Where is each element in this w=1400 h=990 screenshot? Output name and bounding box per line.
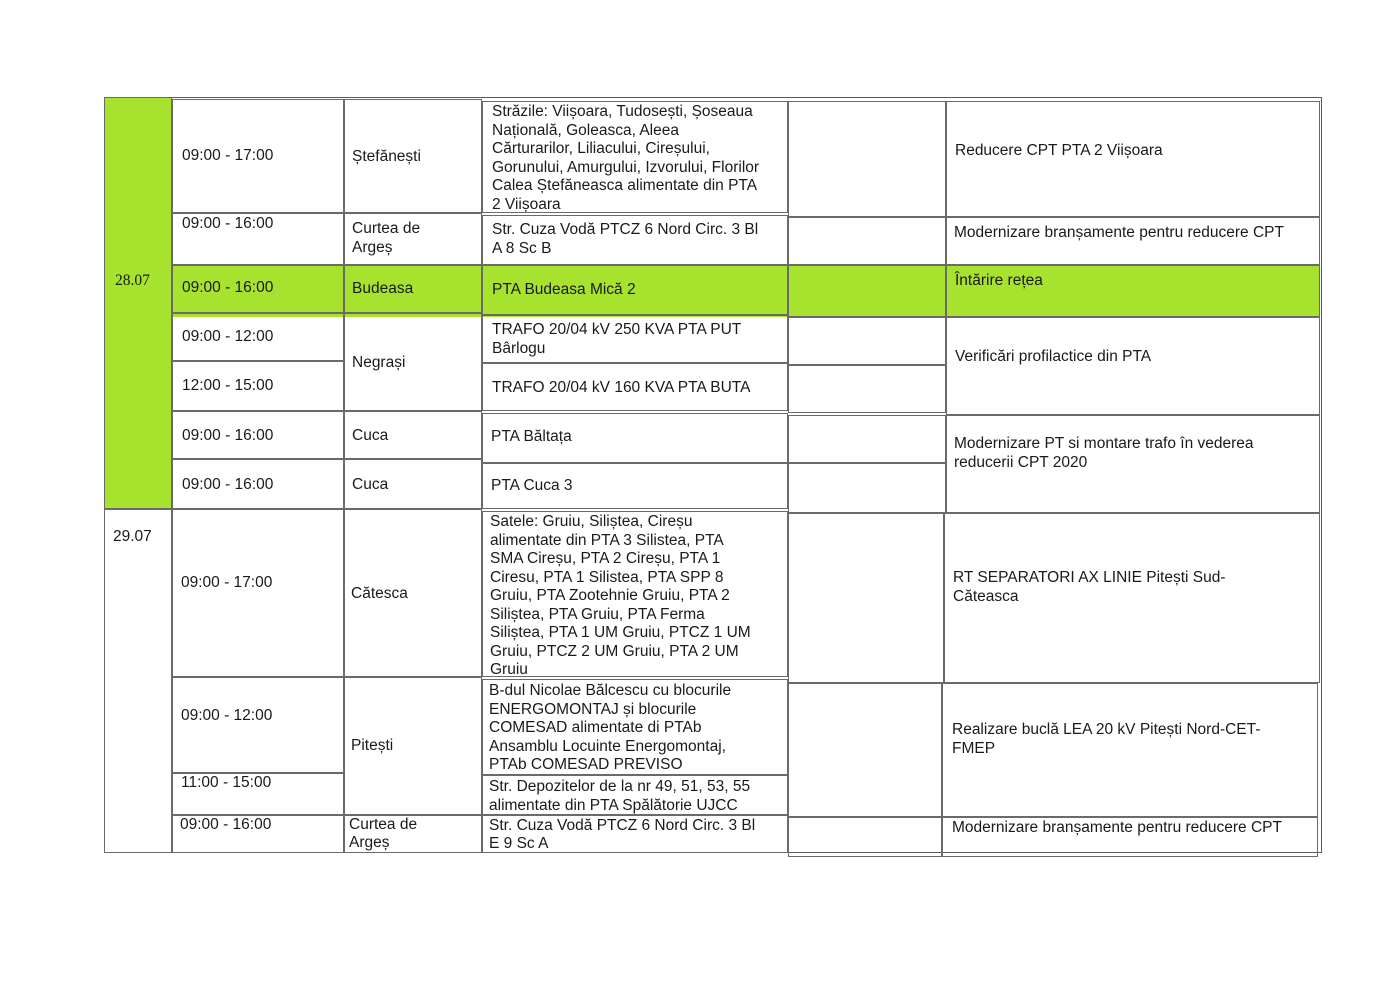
time-cell — [172, 265, 344, 313]
locality-cell-negrasi — [344, 313, 482, 411]
time-cell — [172, 361, 344, 411]
area-cell — [482, 463, 788, 509]
time-cell — [172, 677, 344, 773]
area-cell — [482, 815, 788, 853]
area-text: B-dul Nicolae Bălcescu cu blocurile ENERGOMONTAJ și blocurile COMESAD alimentate di PTAb Ansamblu Locuinte Energomontaj, PTAb COMESAD PREVISO — [489, 682, 732, 773]
area-text: TRAFO 20/04 kV 250 KVA PTA PUT Bârlogu — [492, 321, 742, 357]
time-text: 09:00 - 17:00 — [182, 147, 274, 164]
area-cell — [482, 413, 788, 463]
area-cell — [482, 215, 788, 265]
area-cell — [482, 679, 788, 775]
area-text: PTA Cuca 3 — [491, 477, 573, 494]
empty-cell — [788, 415, 946, 463]
date-29-07: 29.07 — [113, 528, 152, 545]
area-text: Satele: Gruiu, Siliștea, Cireșu alimentate din PTA 3 Silistea, PTA SMA Cireșu, PTA 2 Cireșu, PTA 1 Ciresu, PTA 1 Silistea, PTA SPP 8 Gruiu, PTA Zootehnie Gruiu, PTA 2 Siliștea, PTA Gruiu, PTA Ferma Siliștea, PTA 1 UM Gruiu, PTCZ 1 UM Gruiu, PTCZ 2 UM Gruiu, PTA 2 UM Gruiu — [490, 513, 751, 678]
locality-cell-pitesti — [344, 677, 482, 815]
work-cell-pitesti — [942, 683, 1318, 817]
work-cell — [944, 513, 1320, 683]
time-cell — [172, 815, 344, 853]
time-cell — [172, 509, 344, 677]
locality-cell — [344, 213, 482, 265]
time-cell — [172, 459, 344, 509]
time-cell — [172, 213, 344, 265]
area-text: PTA Băltața — [491, 428, 572, 445]
work-text: Realizare buclă LEA 20 kV Pitești Nord-CET- FMEP — [952, 721, 1261, 757]
time-text: 09:00 - 16:00 — [182, 476, 274, 493]
locality-cell — [344, 411, 482, 459]
area-text: Str. Cuza Vodă PTCZ 6 Nord Circ. 3 Bl A 8 Sc B — [492, 221, 759, 257]
time-cell — [172, 773, 344, 815]
empty-cell — [788, 217, 946, 265]
area-cell — [482, 363, 788, 411]
locality-text: Cuca — [352, 427, 389, 444]
locality-cell — [344, 99, 482, 213]
area-text: PTA Budeasa Mică 2 — [492, 281, 636, 298]
time-text: 09:00 - 17:00 — [181, 574, 273, 591]
area-cell — [482, 265, 788, 315]
locality-text: Cuca — [352, 476, 389, 493]
work-cell-cuca — [946, 415, 1320, 513]
work-text: Reducere CPT PTA 2 Viișoara — [955, 142, 1163, 159]
time-text: 09:00 - 16:00 — [182, 215, 274, 232]
time-text: 11:00 - 15:00 — [181, 774, 272, 791]
work-text: Modernizare branșamente pentru reducere CPT — [952, 819, 1282, 836]
work-text: Verificări profilactice din PTA — [955, 348, 1152, 365]
date-cell-29-07 — [104, 509, 172, 853]
empty-cell — [788, 101, 946, 217]
time-cell — [172, 313, 344, 361]
area-cell — [482, 101, 788, 213]
time-cell — [172, 411, 344, 459]
empty-cell — [788, 365, 946, 413]
locality-text: Curtea de Argeș — [349, 816, 418, 851]
empty-cell — [788, 817, 942, 857]
area-cell — [482, 511, 788, 677]
time-text: 09:00 - 12:00 — [182, 328, 274, 345]
empty-cell — [788, 463, 946, 513]
area-text: Str. Cuza Vodă PTCZ 6 Nord Circ. 3 Bl E 9 Sc A — [489, 817, 756, 852]
locality-cell — [344, 509, 482, 677]
time-text: 09:00 - 16:00 — [182, 427, 274, 444]
empty-cell — [788, 317, 946, 365]
work-cell — [946, 101, 1320, 217]
work-cell-negrasi — [946, 317, 1320, 415]
area-text: Str. Depozitelor de la nr 49, 51, 53, 55 alimentate din PTA Spălătorie UJCC — [489, 778, 751, 814]
empty-cell — [788, 683, 942, 817]
time-cell — [172, 99, 344, 213]
work-text: Modernizare PT si montare trafo în vederea reducerii CPT 2020 — [954, 435, 1254, 471]
time-text: 09:00 - 16:00 — [180, 816, 272, 833]
locality-text: Cătesca — [351, 585, 408, 602]
time-text: 09:00 - 12:00 — [181, 707, 273, 724]
work-text: RT SEPARATORI AX LINIE Pitești Sud- Căteasca — [953, 569, 1226, 605]
area-text: TRAFO 20/04 kV 160 KVA PTA BUTA — [492, 379, 751, 396]
locality-text: Negrași — [352, 354, 406, 371]
work-cell — [946, 217, 1320, 265]
work-cell — [946, 265, 1320, 317]
locality-text: Budeasa — [352, 280, 414, 297]
area-cell — [482, 775, 788, 815]
empty-cell — [788, 513, 944, 683]
time-text: 12:00 - 15:00 — [182, 377, 274, 394]
work-text: Modernizare branșamente pentru reducere CPT — [954, 224, 1284, 241]
locality-cell — [344, 459, 482, 509]
date-cell-28-07 — [104, 97, 172, 509]
work-cell — [942, 817, 1318, 857]
locality-text: Pitești — [351, 737, 394, 754]
work-text: Întărire rețea — [955, 272, 1043, 289]
locality-text: Ștefănești — [352, 148, 421, 165]
area-text: Străzile: Viișoara, Tudosești, Șoseaua Națională, Goleasca, Aleea Cărturarilor, Liliacului, Cireșului, Gorunului, Amurgului, Izvorului, Florilor Calea Ștefăneasca alimentate din PTA 2 Viișoara — [492, 103, 760, 213]
empty-cell — [788, 265, 946, 317]
locality-cell — [344, 265, 482, 313]
locality-text: Curtea de Argeș — [352, 220, 421, 256]
time-text: 09:00 - 16:00 — [182, 279, 274, 296]
area-cell — [482, 315, 788, 363]
locality-cell — [344, 815, 482, 853]
date-28-07: 28.07 — [115, 272, 150, 289]
